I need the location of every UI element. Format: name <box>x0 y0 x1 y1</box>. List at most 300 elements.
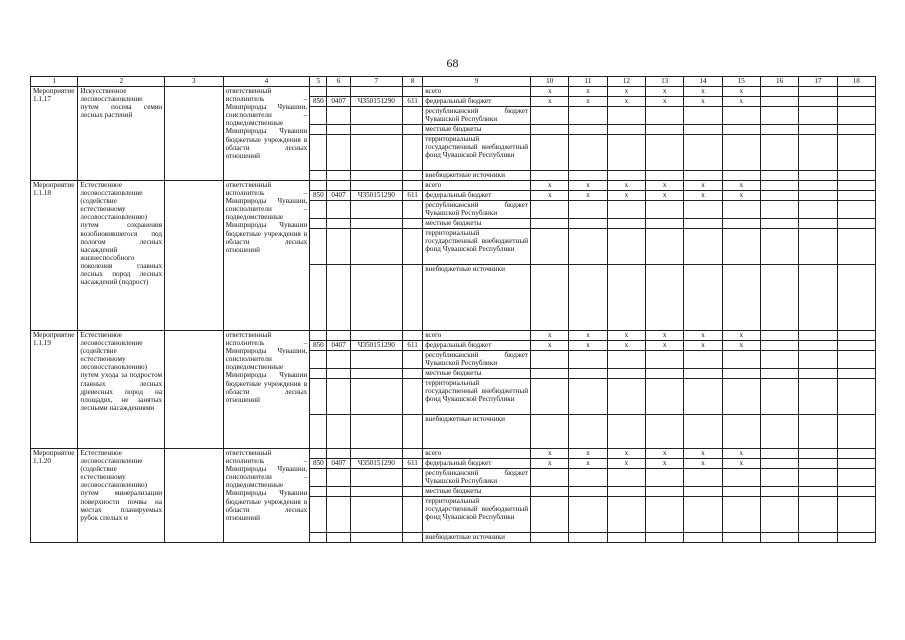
empty-cell <box>403 415 423 449</box>
funding-source: республиканский бюджет Чувашской Республики <box>423 469 531 487</box>
empty-cell <box>327 415 350 449</box>
funding-source: всего <box>423 331 531 341</box>
empty-cell <box>760 351 798 369</box>
empty-cell <box>569 135 607 171</box>
x-mark: x <box>684 191 722 201</box>
empty-cell <box>310 379 327 415</box>
empty-cell <box>607 497 645 533</box>
column-number: 12 <box>607 77 645 87</box>
activity-description: Искусственное лесовосстановление путем посева семян лесных растений <box>78 87 165 181</box>
target-article-code: Ч350151290 <box>350 191 402 201</box>
empty-cell <box>722 219 760 229</box>
empty-cell <box>310 107 327 125</box>
x-mark: x <box>569 97 607 107</box>
empty-cell <box>350 265 402 331</box>
empty-cell <box>531 351 569 369</box>
x-mark: x <box>646 459 684 469</box>
x-mark: x <box>684 341 722 351</box>
x-mark: x <box>722 449 760 459</box>
section-code: 0407 <box>327 97 350 107</box>
x-mark: x <box>569 181 607 191</box>
empty-cell <box>684 497 722 533</box>
empty-cell <box>837 341 875 351</box>
empty-cell <box>310 449 327 459</box>
empty-cell <box>310 135 327 171</box>
empty-cell <box>646 415 684 449</box>
empty-cell <box>310 229 327 265</box>
empty-cell <box>760 459 798 469</box>
empty-cell <box>327 219 350 229</box>
empty-cell <box>569 487 607 497</box>
responsible-executor: ответственный исполнитель – Минприроды Чувашии, соисполнители подведомственные Минприроды Чувашии бюджетные учреждения в области лесных отношений <box>223 331 310 449</box>
x-mark: x <box>569 449 607 459</box>
funding-source: территориальный государственный внебюджетный фонд Чувашской Республики <box>423 229 531 265</box>
empty-cell <box>531 497 569 533</box>
empty-cell <box>684 415 722 449</box>
empty-cell <box>403 369 423 379</box>
x-mark: x <box>569 87 607 97</box>
empty-cell <box>646 125 684 135</box>
funding-source: внебюджетные источники <box>423 265 531 331</box>
empty-cell <box>403 265 423 331</box>
table-row <box>31 449 876 459</box>
empty-cell <box>531 369 569 379</box>
empty-cell <box>531 171 569 181</box>
empty-cell <box>684 265 722 331</box>
empty-cell <box>760 533 798 543</box>
empty-cell <box>310 331 327 341</box>
empty-cell <box>760 265 798 331</box>
x-mark: x <box>531 191 569 201</box>
empty-cell <box>531 125 569 135</box>
empty-cell <box>837 229 875 265</box>
funding-source: федеральный бюджет <box>423 97 531 107</box>
empty-cell <box>799 201 837 219</box>
empty-cell <box>799 135 837 171</box>
empty-cell <box>799 497 837 533</box>
expense-type-code: 611 <box>403 459 423 469</box>
empty-cell <box>403 331 423 341</box>
empty-cell <box>350 497 402 533</box>
empty-cell <box>722 107 760 125</box>
empty-cell <box>569 229 607 265</box>
empty-cell <box>837 191 875 201</box>
empty-cell <box>722 125 760 135</box>
empty-cell <box>684 369 722 379</box>
x-mark: x <box>646 449 684 459</box>
empty-cell <box>837 265 875 331</box>
empty-cell <box>403 181 423 191</box>
empty-cell <box>569 379 607 415</box>
empty-cell <box>569 171 607 181</box>
empty-cell <box>722 201 760 219</box>
empty-cell <box>310 415 327 449</box>
x-mark: x <box>531 459 569 469</box>
empty-cell <box>760 229 798 265</box>
empty-cell <box>837 181 875 191</box>
table-row <box>31 331 876 341</box>
x-mark: x <box>684 449 722 459</box>
x-mark: x <box>607 459 645 469</box>
funding-source: внебюджетные источники <box>423 415 531 449</box>
funding-source: федеральный бюджет <box>423 191 531 201</box>
empty-cell <box>799 229 837 265</box>
funding-source: республиканский бюджет Чувашской Республики <box>423 107 531 125</box>
empty-cell <box>569 497 607 533</box>
empty-cell <box>569 219 607 229</box>
empty-cell <box>684 229 722 265</box>
empty-cell <box>403 351 423 369</box>
activity-number: Мероприятие 1.1.18 <box>31 181 78 331</box>
x-mark: x <box>607 191 645 201</box>
empty-cell <box>760 415 798 449</box>
empty-cell <box>607 201 645 219</box>
empty-cell <box>531 107 569 125</box>
column-number: 15 <box>722 77 760 87</box>
column-number: 17 <box>799 77 837 87</box>
section-code: 0407 <box>327 191 350 201</box>
target-article-code: Ч350151290 <box>350 459 402 469</box>
empty-cell <box>327 87 350 97</box>
empty-cell <box>799 341 837 351</box>
empty-cell <box>684 107 722 125</box>
x-mark: x <box>569 331 607 341</box>
empty-cell <box>403 135 423 171</box>
empty-cell <box>799 415 837 449</box>
empty-cell <box>350 379 402 415</box>
empty-cell <box>760 449 798 459</box>
empty-cell <box>403 107 423 125</box>
empty-cell <box>327 181 350 191</box>
empty-cell <box>310 87 327 97</box>
funding-source: территориальный государственный внебюджетный фонд Чувашской Республики <box>423 379 531 415</box>
grbs-code: 850 <box>310 341 327 351</box>
empty-cell <box>607 533 645 543</box>
activity-number: Мероприятие 1.1.17 <box>31 87 78 181</box>
grbs-code: 850 <box>310 459 327 469</box>
x-mark: x <box>684 331 722 341</box>
empty-cell <box>799 191 837 201</box>
empty-cell <box>760 181 798 191</box>
section-code: 0407 <box>327 459 350 469</box>
empty-cell <box>760 341 798 351</box>
empty-cell <box>684 487 722 497</box>
empty-cell <box>403 379 423 415</box>
empty-cell <box>837 469 875 487</box>
empty-cell <box>646 497 684 533</box>
activity-description: Естественное лесовосстановление (содействие естественному лесовосстановлению) путем сохранения возобновившегося под пологом лесных насаждений жизнеспособного поколения главных лесных пород лесных насаждений (подрост) <box>78 181 165 331</box>
empty-cell <box>760 497 798 533</box>
funding-source: территориальный государственный внебюджетный фонд Чувашской Республики <box>423 497 531 533</box>
empty-cell <box>531 415 569 449</box>
x-mark: x <box>569 341 607 351</box>
empty-cell <box>350 201 402 219</box>
empty-cell <box>722 265 760 331</box>
empty-cell <box>531 229 569 265</box>
empty-cell <box>684 379 722 415</box>
empty-cell <box>569 201 607 219</box>
empty-cell <box>722 229 760 265</box>
empty-cell <box>760 379 798 415</box>
x-mark: x <box>722 181 760 191</box>
empty-cell <box>607 125 645 135</box>
x-mark: x <box>684 181 722 191</box>
empty-cell <box>165 181 223 331</box>
empty-cell <box>327 171 350 181</box>
empty-cell <box>722 351 760 369</box>
column-number: 9 <box>423 77 531 87</box>
empty-cell <box>569 369 607 379</box>
empty-cell <box>607 265 645 331</box>
empty-cell <box>837 125 875 135</box>
x-mark: x <box>722 341 760 351</box>
empty-cell <box>403 497 423 533</box>
x-mark: x <box>646 87 684 97</box>
empty-cell <box>722 469 760 487</box>
empty-cell <box>607 369 645 379</box>
empty-cell <box>569 469 607 487</box>
empty-cell <box>607 487 645 497</box>
empty-cell <box>646 487 684 497</box>
empty-cell <box>350 487 402 497</box>
empty-cell <box>310 533 327 543</box>
x-mark: x <box>569 191 607 201</box>
empty-cell <box>646 219 684 229</box>
empty-cell <box>531 135 569 171</box>
empty-cell <box>403 487 423 497</box>
empty-cell <box>684 171 722 181</box>
empty-cell <box>760 191 798 201</box>
table-row <box>31 181 876 191</box>
empty-cell <box>327 229 350 265</box>
empty-cell <box>531 533 569 543</box>
x-mark: x <box>607 87 645 97</box>
empty-cell <box>646 229 684 265</box>
activity-description: Естественное лесовосстановление (содействие естественному лесовосстановлению) путем ухода за подростом главных лесных древесных пород на площадях, не занятых лесными насаждениями <box>78 331 165 449</box>
target-article-code: Ч350151290 <box>350 341 402 351</box>
empty-cell <box>350 229 402 265</box>
empty-cell <box>722 487 760 497</box>
funding-source: республиканский бюджет Чувашской Республики <box>423 351 531 369</box>
column-number: 11 <box>569 77 607 87</box>
empty-cell <box>837 487 875 497</box>
empty-cell <box>837 331 875 341</box>
responsible-executor: ответственный исполнитель – Минприроды Чувашии, соисполнители – подведомственные Минприроды Чувашии бюджетные учреждения в области лесных отношений <box>223 87 310 181</box>
empty-cell <box>646 107 684 125</box>
empty-cell <box>531 379 569 415</box>
empty-cell <box>837 533 875 543</box>
empty-cell <box>684 351 722 369</box>
x-mark: x <box>607 341 645 351</box>
empty-cell <box>646 469 684 487</box>
funding-source: внебюджетные источники <box>423 171 531 181</box>
empty-cell <box>310 497 327 533</box>
empty-cell <box>327 487 350 497</box>
empty-cell <box>327 497 350 533</box>
empty-cell <box>837 201 875 219</box>
empty-cell <box>403 171 423 181</box>
funding-source: местные бюджеты <box>423 219 531 229</box>
empty-cell <box>403 125 423 135</box>
empty-cell <box>350 135 402 171</box>
x-mark: x <box>722 459 760 469</box>
empty-cell <box>760 171 798 181</box>
section-code: 0407 <box>327 341 350 351</box>
funding-source: всего <box>423 181 531 191</box>
empty-cell <box>722 171 760 181</box>
empty-cell <box>310 469 327 487</box>
empty-cell <box>607 135 645 171</box>
empty-cell <box>646 351 684 369</box>
empty-cell <box>327 369 350 379</box>
empty-cell <box>327 135 350 171</box>
funding-source: местные бюджеты <box>423 125 531 135</box>
page-number: 68 <box>446 56 459 70</box>
empty-cell <box>760 97 798 107</box>
empty-cell <box>837 369 875 379</box>
empty-cell <box>722 533 760 543</box>
empty-cell <box>722 369 760 379</box>
x-mark: x <box>684 459 722 469</box>
funding-source: местные бюджеты <box>423 487 531 497</box>
funding-source: федеральный бюджет <box>423 341 531 351</box>
empty-cell <box>531 487 569 497</box>
activity-number: Мероприятие 1.1.20 <box>31 449 78 543</box>
empty-cell <box>646 201 684 219</box>
empty-cell <box>607 171 645 181</box>
empty-cell <box>569 125 607 135</box>
empty-cell <box>531 265 569 331</box>
expense-type-code: 611 <box>403 97 423 107</box>
empty-cell <box>722 135 760 171</box>
empty-cell <box>799 487 837 497</box>
empty-cell <box>403 469 423 487</box>
column-number: 13 <box>646 77 684 87</box>
empty-cell <box>837 351 875 369</box>
empty-cell <box>760 487 798 497</box>
empty-cell <box>569 533 607 543</box>
x-mark: x <box>607 331 645 341</box>
expense-type-code: 611 <box>403 191 423 201</box>
empty-cell <box>327 351 350 369</box>
empty-cell <box>837 135 875 171</box>
empty-cell <box>310 265 327 331</box>
empty-cell <box>403 87 423 97</box>
empty-cell <box>799 219 837 229</box>
empty-cell <box>760 469 798 487</box>
empty-cell <box>350 171 402 181</box>
target-article-code: Ч350151290 <box>350 97 402 107</box>
empty-cell <box>607 351 645 369</box>
x-mark: x <box>684 87 722 97</box>
empty-cell <box>837 97 875 107</box>
empty-cell <box>799 469 837 487</box>
activity-number: Мероприятие 1.1.19 <box>31 331 78 449</box>
empty-cell <box>722 415 760 449</box>
empty-cell <box>607 469 645 487</box>
x-mark: x <box>531 341 569 351</box>
empty-cell <box>310 351 327 369</box>
empty-cell <box>350 219 402 229</box>
funding-source: местные бюджеты <box>423 369 531 379</box>
empty-cell <box>403 219 423 229</box>
empty-cell <box>799 107 837 125</box>
empty-cell <box>799 533 837 543</box>
x-mark: x <box>646 331 684 341</box>
column-number: 5 <box>310 77 327 87</box>
empty-cell <box>310 369 327 379</box>
empty-cell <box>327 125 350 135</box>
empty-cell <box>646 135 684 171</box>
column-number: 7 <box>350 77 402 87</box>
expense-type-code: 611 <box>403 341 423 351</box>
empty-cell <box>837 497 875 533</box>
responsible-executor: ответственный исполнитель – Минприроды Чувашии, соисполнители – подведомственные Минприроды Чувашии бюджетные учреждения в области лесных отношений <box>223 449 310 543</box>
funding-source: республиканский бюджет Чувашской Республики <box>423 201 531 219</box>
grbs-code: 850 <box>310 191 327 201</box>
empty-cell <box>569 107 607 125</box>
empty-cell <box>799 351 837 369</box>
empty-cell <box>799 379 837 415</box>
grbs-code: 850 <box>310 97 327 107</box>
empty-cell <box>837 107 875 125</box>
x-mark: x <box>684 97 722 107</box>
empty-cell <box>646 533 684 543</box>
empty-cell <box>646 265 684 331</box>
column-number: 1 <box>31 77 78 87</box>
empty-cell <box>327 449 350 459</box>
empty-cell <box>327 469 350 487</box>
empty-cell <box>310 201 327 219</box>
empty-cell <box>165 87 223 181</box>
empty-cell <box>350 181 402 191</box>
empty-cell <box>760 125 798 135</box>
empty-cell <box>310 125 327 135</box>
empty-cell <box>350 87 402 97</box>
empty-cell <box>327 107 350 125</box>
empty-cell <box>350 331 402 341</box>
empty-cell <box>607 379 645 415</box>
empty-cell <box>837 219 875 229</box>
empty-cell <box>646 171 684 181</box>
empty-cell <box>569 265 607 331</box>
empty-cell <box>799 265 837 331</box>
empty-cell <box>327 331 350 341</box>
empty-cell <box>531 201 569 219</box>
column-number: 2 <box>78 77 165 87</box>
x-mark: x <box>569 459 607 469</box>
empty-cell <box>350 351 402 369</box>
empty-cell <box>837 459 875 469</box>
empty-cell <box>760 331 798 341</box>
empty-cell <box>799 87 837 97</box>
empty-cell <box>569 415 607 449</box>
empty-cell <box>607 229 645 265</box>
x-mark: x <box>722 87 760 97</box>
empty-cell <box>607 219 645 229</box>
empty-cell <box>310 487 327 497</box>
empty-cell <box>350 533 402 543</box>
funding-source: всего <box>423 87 531 97</box>
empty-cell <box>799 181 837 191</box>
empty-cell <box>684 201 722 219</box>
empty-cell <box>350 125 402 135</box>
empty-cell <box>327 533 350 543</box>
empty-cell <box>350 469 402 487</box>
empty-cell <box>350 107 402 125</box>
empty-cell <box>684 135 722 171</box>
x-mark: x <box>722 97 760 107</box>
